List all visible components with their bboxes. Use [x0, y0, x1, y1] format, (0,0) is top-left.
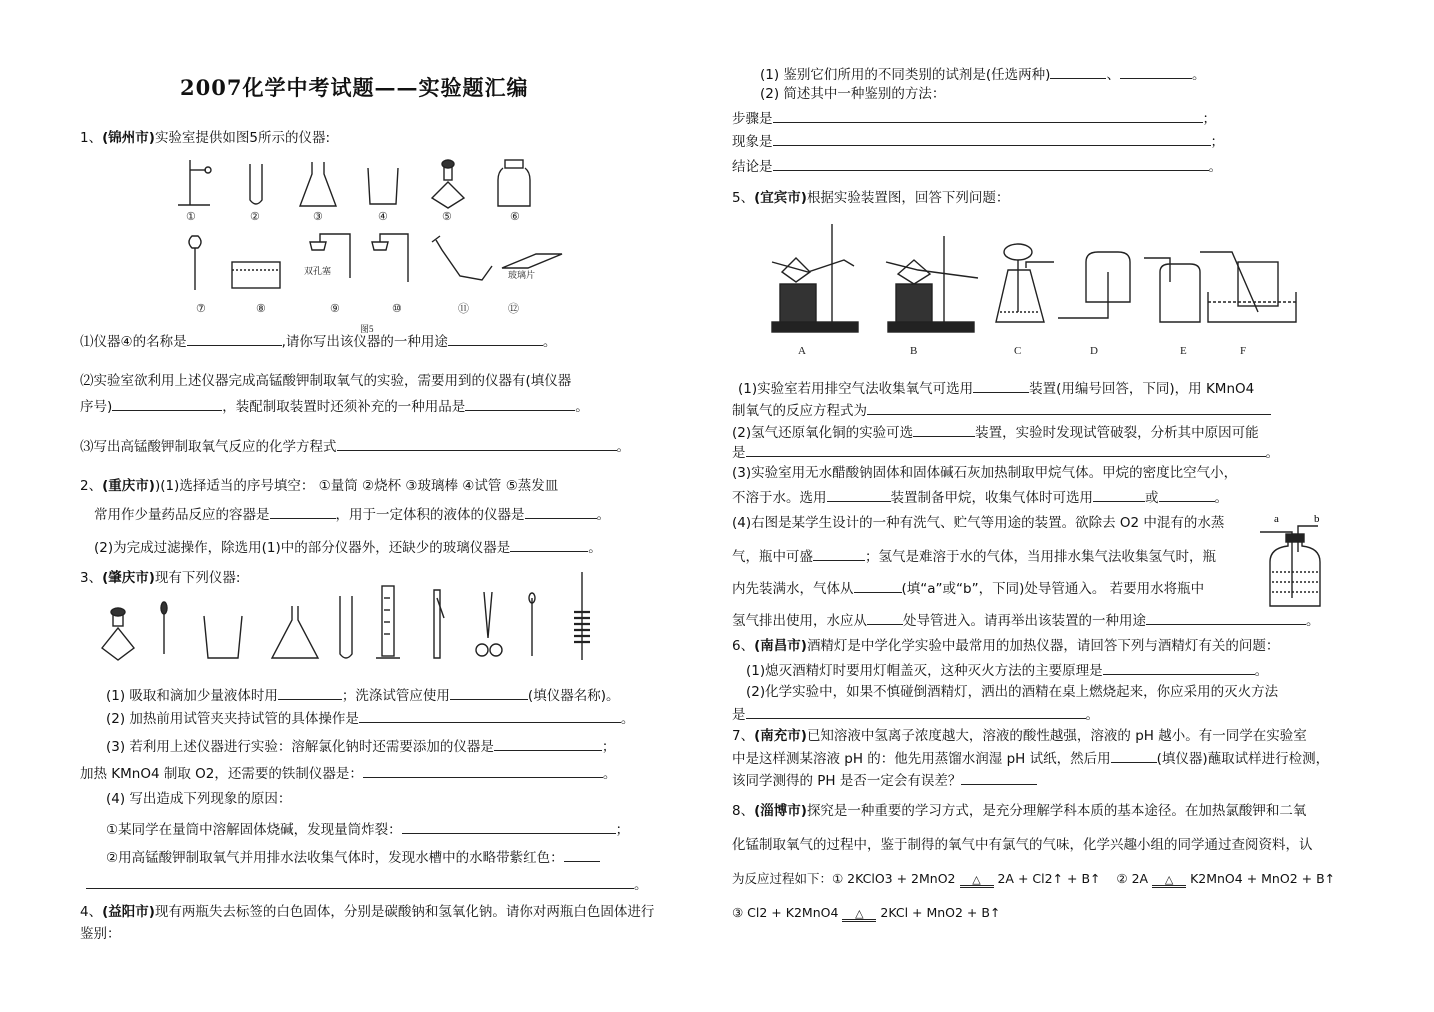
question-city: (锦州市) — [102, 130, 155, 146]
question-number: 7、 — [732, 728, 755, 744]
text: ；氢气是难溶于水的气体，当用排水集气法收集氢气时，瓶 — [865, 549, 1216, 565]
q2-line2 — [94, 504, 610, 524]
text: 。 — [575, 399, 589, 415]
question-number: 2、 — [80, 478, 103, 494]
text: 。 — [588, 540, 602, 556]
q3-sub4-2-line2 — [86, 874, 648, 894]
q4-sub2: (2) 简述其中一种鉴别的方法： — [760, 86, 946, 102]
answer-blank[interactable] — [564, 847, 600, 862]
answer-blank[interactable] — [1050, 64, 1106, 79]
text: (2)氢气还原氧化铜的实验可选 — [732, 425, 914, 441]
fig-label: ⑤ — [442, 211, 452, 223]
q6-part2: (2)化学实验中，如果不慎碰倒酒精灯，洒出的酒精在桌上燃烧起来，你应采用的灭火方法 — [746, 684, 1279, 700]
text: ，用于一定体积的液体的仪器是 — [335, 507, 525, 523]
answer-blank[interactable] — [112, 396, 222, 411]
figure-caption: 图5 — [360, 324, 374, 334]
answer-blank[interactable] — [448, 331, 543, 346]
answer-blank[interactable] — [773, 131, 1211, 146]
q2-line3 — [94, 537, 602, 557]
glass-plate-label: 玻璃片 — [508, 270, 536, 280]
question-5-intro — [732, 189, 1009, 207]
answer-blank[interactable] — [465, 396, 575, 411]
text: 。 — [596, 507, 610, 523]
text: ； — [1210, 134, 1224, 150]
answer-blank[interactable] — [913, 422, 975, 437]
text: 制氧气的反应方程式为 — [732, 403, 867, 419]
question-text: 实验室提供如图5所示的仪器: — [154, 130, 331, 146]
port-label-a: a — [1274, 513, 1279, 525]
text: (3) 若利用上述仪器进行实验：溶解氯化钠时还需要添加的仪器是 — [106, 739, 494, 755]
question-8-line1 — [732, 802, 1306, 820]
question-number: 1、 — [80, 130, 103, 146]
text: 步骤是 — [732, 111, 773, 127]
text: 装置，实验时发现试管破裂，分析其中原因可能 — [975, 425, 1259, 441]
text: (填仪器)蘸取试样进行检测， — [1156, 751, 1330, 767]
conical-flask-drawing — [272, 606, 318, 658]
apparatus-label: E — [1180, 345, 1187, 357]
fig-label: ⑫ — [508, 303, 519, 315]
answer-blank[interactable] — [827, 487, 891, 502]
answer-blank[interactable] — [1111, 748, 1157, 763]
answer-blank[interactable] — [1093, 487, 1145, 502]
answer-blank[interactable] — [187, 331, 282, 346]
text: 。 — [634, 877, 648, 893]
apparatus-a-drawing — [772, 224, 858, 332]
apparatus-label: C — [1014, 345, 1022, 357]
question-text: 酒精灯是中学化学实验中最常用的加热仪器，请回答下列与酒精灯有关的问题： — [806, 638, 1280, 654]
answer-blank[interactable] — [402, 819, 616, 834]
tongs-drawing — [476, 592, 502, 656]
instrument-figure-5 — [170, 150, 590, 334]
q5-part3-line2 — [732, 487, 1228, 507]
apparatus-label: D — [1090, 345, 1098, 357]
answer-blank[interactable] — [813, 546, 865, 561]
text: 。 — [620, 711, 635, 727]
text: 中是这样测某溶液 pH 的：他先用蒸馏水润湿 pH 试纸，然后用 — [732, 751, 1111, 767]
question-text: 现有两瓶失去标签的白色固体，分别是碳酸钠和氢氧化钠。请你对两瓶白色固体进行 — [154, 904, 655, 920]
text: ③ Cl2 + K2MnO4 — [732, 905, 839, 920]
question-1-intro — [80, 129, 330, 147]
apparatus-b-drawing — [886, 236, 978, 332]
question-number: 4、 — [80, 904, 103, 920]
question-text: 根据实验装置图，回答下列问题： — [806, 190, 1010, 206]
q1-part3 — [80, 436, 630, 456]
graduated-cylinder-drawing — [376, 586, 400, 658]
heat-arrow: △ — [1152, 875, 1186, 888]
text: 。 — [1085, 707, 1099, 723]
apparatus-d-drawing — [1058, 252, 1130, 318]
q4-sub1 — [760, 64, 1205, 84]
q5-part4-line3 — [732, 578, 1204, 598]
q1-part2-line1: ⑵实验室欲利用上述仪器完成高锰酸钾制取氧气的实验，需要用到的仪器有(填仪器 — [80, 373, 572, 389]
text: 不溶于水。选用 — [732, 490, 827, 506]
text: 序号) — [80, 399, 113, 415]
apparatus-c-drawing — [996, 244, 1054, 322]
text: (2)为完成过滤操作，除选用(1)中的部分仪器外，还缺少的玻璃仪器是 — [94, 540, 511, 556]
port-label-b: b — [1314, 513, 1320, 525]
text: ；洗涤试管应使用 — [341, 688, 450, 704]
alcohol-lamp-drawing — [102, 608, 134, 660]
question-text: 探究是一种重要的学习方式，是充分理解学科本质的基本途径。在加热氯酸钾和二氧 — [806, 803, 1307, 819]
text: ⑶写出高锰酸钾制取氧气反应的化学方程式 — [80, 439, 337, 455]
answer-blank[interactable] — [359, 708, 621, 723]
glass-rod-drawing — [529, 593, 535, 656]
apparatus-figure — [768, 222, 1308, 362]
heat-arrow: △ — [960, 875, 994, 888]
text: ，装配制取装置时还须补充的一种用品是 — [222, 399, 466, 415]
answer-blank[interactable] — [278, 685, 342, 700]
answer-blank[interactable] — [867, 610, 903, 625]
question-text: 现有下列仪器: — [154, 570, 241, 586]
test-tube-drawing — [250, 164, 262, 204]
question-city: (南充市) — [754, 728, 807, 744]
question-7-line3 — [732, 770, 1037, 790]
fig-label: ⑦ — [196, 303, 206, 315]
apparatus-f-drawing — [1200, 252, 1296, 322]
q4-phenomenon — [732, 131, 1224, 151]
question-8-line2: 化锰制取氧气的过程中，鉴于制得的氧气中有氯气的气味，化学兴趣小组的同学通过查阅资料，认 — [732, 837, 1313, 853]
question-8-equations-1 — [732, 870, 1335, 888]
text: (2) 加热前用试管夹夹持试管的具体操作是 — [106, 711, 359, 727]
text: ①某同学在量筒中溶解固体烧碱，发现量筒炸裂： — [106, 822, 402, 838]
question-text: 已知溶液中氢离子浓度越大，溶液的酸性越强，溶液的 pH 越小。有一同学在实验室 — [806, 728, 1307, 744]
answer-blank[interactable] — [1103, 660, 1255, 675]
answer-blank[interactable] — [270, 504, 336, 519]
text: 。 — [1254, 663, 1269, 679]
question-4-intro — [80, 903, 654, 921]
stopper-tube-drawing — [372, 234, 408, 282]
apparatus-label: A — [798, 345, 806, 357]
page-title: 2007化学中考试题——实验题汇编 — [180, 75, 529, 100]
text: 内先装满水，气体从 — [732, 581, 854, 597]
q3-sub3-line2 — [80, 763, 616, 783]
heat-arrow: △ — [842, 909, 876, 922]
alcohol-lamp-drawing — [432, 160, 464, 208]
answer-blank[interactable] — [363, 763, 603, 778]
wash-bottle-figure — [1256, 512, 1336, 612]
answer-blank[interactable] — [973, 378, 1029, 393]
answer-blank[interactable] — [773, 108, 1203, 123]
apparatus-label: F — [1240, 345, 1247, 357]
q1-part2-line2 — [80, 396, 589, 416]
long-funnel-drawing — [189, 236, 201, 290]
text: 2KCl + MnO2 + B↑ — [880, 905, 1001, 920]
q1-part1 — [80, 331, 556, 351]
answer-blank[interactable] — [854, 578, 902, 593]
question-city: (南昌市) — [754, 638, 807, 654]
q3-sub2 — [106, 708, 634, 728]
q5-part3: (3)实验室用无水醋酸钠固体和固体碱石灰加热制取甲烷气体。甲烷的密度比空气小， — [732, 465, 1238, 481]
question-7-line1 — [732, 727, 1307, 745]
q6-part2-line2 — [732, 704, 1099, 724]
text: (填“a”或“b”，下同)处导管通入。 若要用水将瓶中 — [901, 581, 1205, 597]
answer-blank[interactable] — [86, 874, 634, 889]
answer-blank[interactable] — [1120, 64, 1192, 79]
q3-sub4-2 — [106, 847, 600, 867]
text: 、 — [1106, 67, 1120, 83]
apparatus-label: B — [910, 345, 918, 357]
text: ,请你写出该仪器的一种用途 — [281, 334, 448, 350]
q5-part4-line2 — [732, 546, 1216, 566]
fig-label: ⑥ — [510, 211, 520, 223]
fig-label: ① — [186, 211, 196, 223]
question-6-intro — [732, 637, 1279, 655]
question-number: 6、 — [732, 638, 755, 654]
test-tube-holder-drawing — [434, 590, 444, 658]
apparatus-e-drawing — [1144, 258, 1200, 322]
text: 。 — [1214, 490, 1228, 506]
fig-label: ③ — [313, 211, 323, 223]
question-number: 3、 — [80, 570, 103, 586]
text: (1)实验室若用排空气法收集氧气可选用 — [738, 381, 974, 397]
text: 或 — [1145, 490, 1159, 506]
text: 装置(用编号回答，下同)，用 KMnO4 — [1029, 381, 1255, 397]
instrument-row-figure — [92, 568, 612, 668]
text: 现象是 — [732, 134, 773, 150]
question-number: 5、 — [732, 190, 755, 206]
answer-blank[interactable] — [337, 436, 617, 451]
text: 装置制备甲烷，收集气体时可选用 — [890, 490, 1093, 506]
q3-sub1 — [106, 685, 619, 705]
question-city: (淄博市) — [754, 803, 807, 819]
text: 。 — [1306, 613, 1320, 629]
question-city: (肇庆市) — [102, 570, 155, 586]
text: ； — [601, 739, 616, 755]
text: ② 2A — [1116, 871, 1149, 886]
answer-blank[interactable] — [746, 704, 1086, 719]
text: (1) 吸取和滴加少量液体时用 — [106, 688, 278, 704]
fig-label: ② — [250, 211, 260, 223]
question-text: )(1)选择适当的序号填空： ①量筒 ②烧杯 ③玻璃棒 ④试管 ⑤蒸发皿 — [154, 478, 559, 494]
glass-plate-drawing — [502, 254, 562, 268]
text: 是 — [732, 445, 746, 461]
text: ； — [1202, 111, 1216, 127]
fig-label: ⑩ — [392, 303, 402, 315]
answer-blank[interactable] — [867, 400, 1271, 415]
text: 处导管进入。请再举出该装置的一种用途 — [903, 613, 1146, 629]
text: 。 — [1191, 67, 1206, 83]
q5-part4: (4)右图是某学生设计的一种有洗气、贮气等用途的装置。欲除去 O2 中混有的水蒸 — [732, 515, 1225, 531]
answer-blank[interactable] — [746, 442, 1266, 457]
fig-label: ④ — [378, 211, 388, 223]
q5-part2 — [732, 422, 1259, 442]
text: 加热 KMnO4 制取 O2，还需要的铁制仪器是： — [80, 766, 363, 782]
test-tube-brush-drawing — [574, 572, 590, 660]
question-number: 8、 — [732, 803, 755, 819]
text: 常用作少量药品反应的容器是 — [94, 507, 270, 523]
text: 是 — [732, 707, 746, 723]
answer-blank[interactable] — [773, 156, 1209, 171]
q5-part2-line2 — [732, 442, 1279, 462]
text: (填仪器名称)。 — [527, 688, 620, 704]
question-city: (重庆市) — [102, 478, 155, 494]
fig-label: ⑨ — [330, 303, 340, 315]
text: 该同学测得的 PH 是否一定会有误差？ — [732, 773, 962, 789]
text: (1) 鉴别它们所用的不同类别的试剂是(任选两种) — [760, 67, 1051, 83]
fig-label: ⑪ — [458, 303, 469, 315]
bent-delivery-tube-drawing — [432, 236, 492, 280]
text: 2A + Cl2↑ + B↑ — [997, 871, 1101, 886]
answer-blank[interactable] — [1159, 487, 1215, 502]
answer-blank[interactable] — [510, 537, 588, 552]
answer-blank[interactable] — [525, 504, 597, 519]
text: 。 — [602, 766, 617, 782]
fig-label: ⑧ — [256, 303, 266, 315]
q5-part1 — [738, 378, 1254, 398]
text: ②用高锰酸钾制取氧气并用排水法收集气体时，发现水槽中的水略带紫红色： — [106, 850, 564, 866]
q4-step — [732, 108, 1216, 128]
text: 。 — [542, 334, 557, 350]
text: 。 — [616, 439, 630, 455]
reagent-bottle-drawing — [498, 160, 530, 206]
stopper-label: 双孔塞 — [304, 266, 332, 276]
question-2-intro — [80, 477, 558, 495]
water-trough-drawing — [232, 262, 280, 288]
text: ； — [615, 822, 630, 838]
text: 为反应过程如下：① 2KClO3 + 2MnO2 — [732, 871, 956, 886]
conical-flask-drawing — [300, 162, 336, 206]
q3-sub4-1 — [106, 819, 629, 839]
beaker-drawing — [204, 616, 242, 658]
dropper-drawing — [161, 602, 167, 654]
question-8-equations-2 — [732, 904, 1000, 922]
text: 。 — [1265, 445, 1279, 461]
question-4-intro-line2: 鉴别： — [80, 926, 121, 942]
q6-part1 — [746, 660, 1268, 680]
answer-blank[interactable] — [961, 770, 1037, 785]
beaker-drawing — [368, 168, 398, 204]
text: 气，瓶中可盛 — [732, 549, 813, 565]
text: 氢气排出使用，水应从 — [732, 613, 867, 629]
answer-blank[interactable] — [1146, 610, 1306, 625]
text: 。 — [1208, 159, 1222, 175]
text: 结论是 — [732, 159, 773, 175]
test-tube-drawing — [340, 596, 352, 658]
q5-part4-line4 — [732, 610, 1320, 630]
answer-blank[interactable] — [450, 685, 528, 700]
iron-stand-drawing — [178, 160, 211, 205]
question-city: (益阳市) — [102, 904, 155, 920]
answer-blank[interactable] — [494, 736, 602, 751]
q3-sub3 — [106, 736, 615, 756]
question-7-line2 — [732, 748, 1329, 768]
q5-part1-line2 — [732, 400, 1271, 420]
text: (1)熄灭酒精灯时要用灯帽盖灭，这种灭火方法的主要原理是 — [746, 663, 1103, 679]
q4-conclusion — [732, 156, 1222, 176]
text: K2MnO4 + MnO2 + B↑ — [1190, 871, 1336, 886]
q3-sub4: (4) 写出造成下列现象的原因： — [106, 791, 292, 807]
question-city: (宜宾市) — [754, 190, 807, 206]
text: ⑴仪器④的名称是 — [80, 334, 187, 350]
